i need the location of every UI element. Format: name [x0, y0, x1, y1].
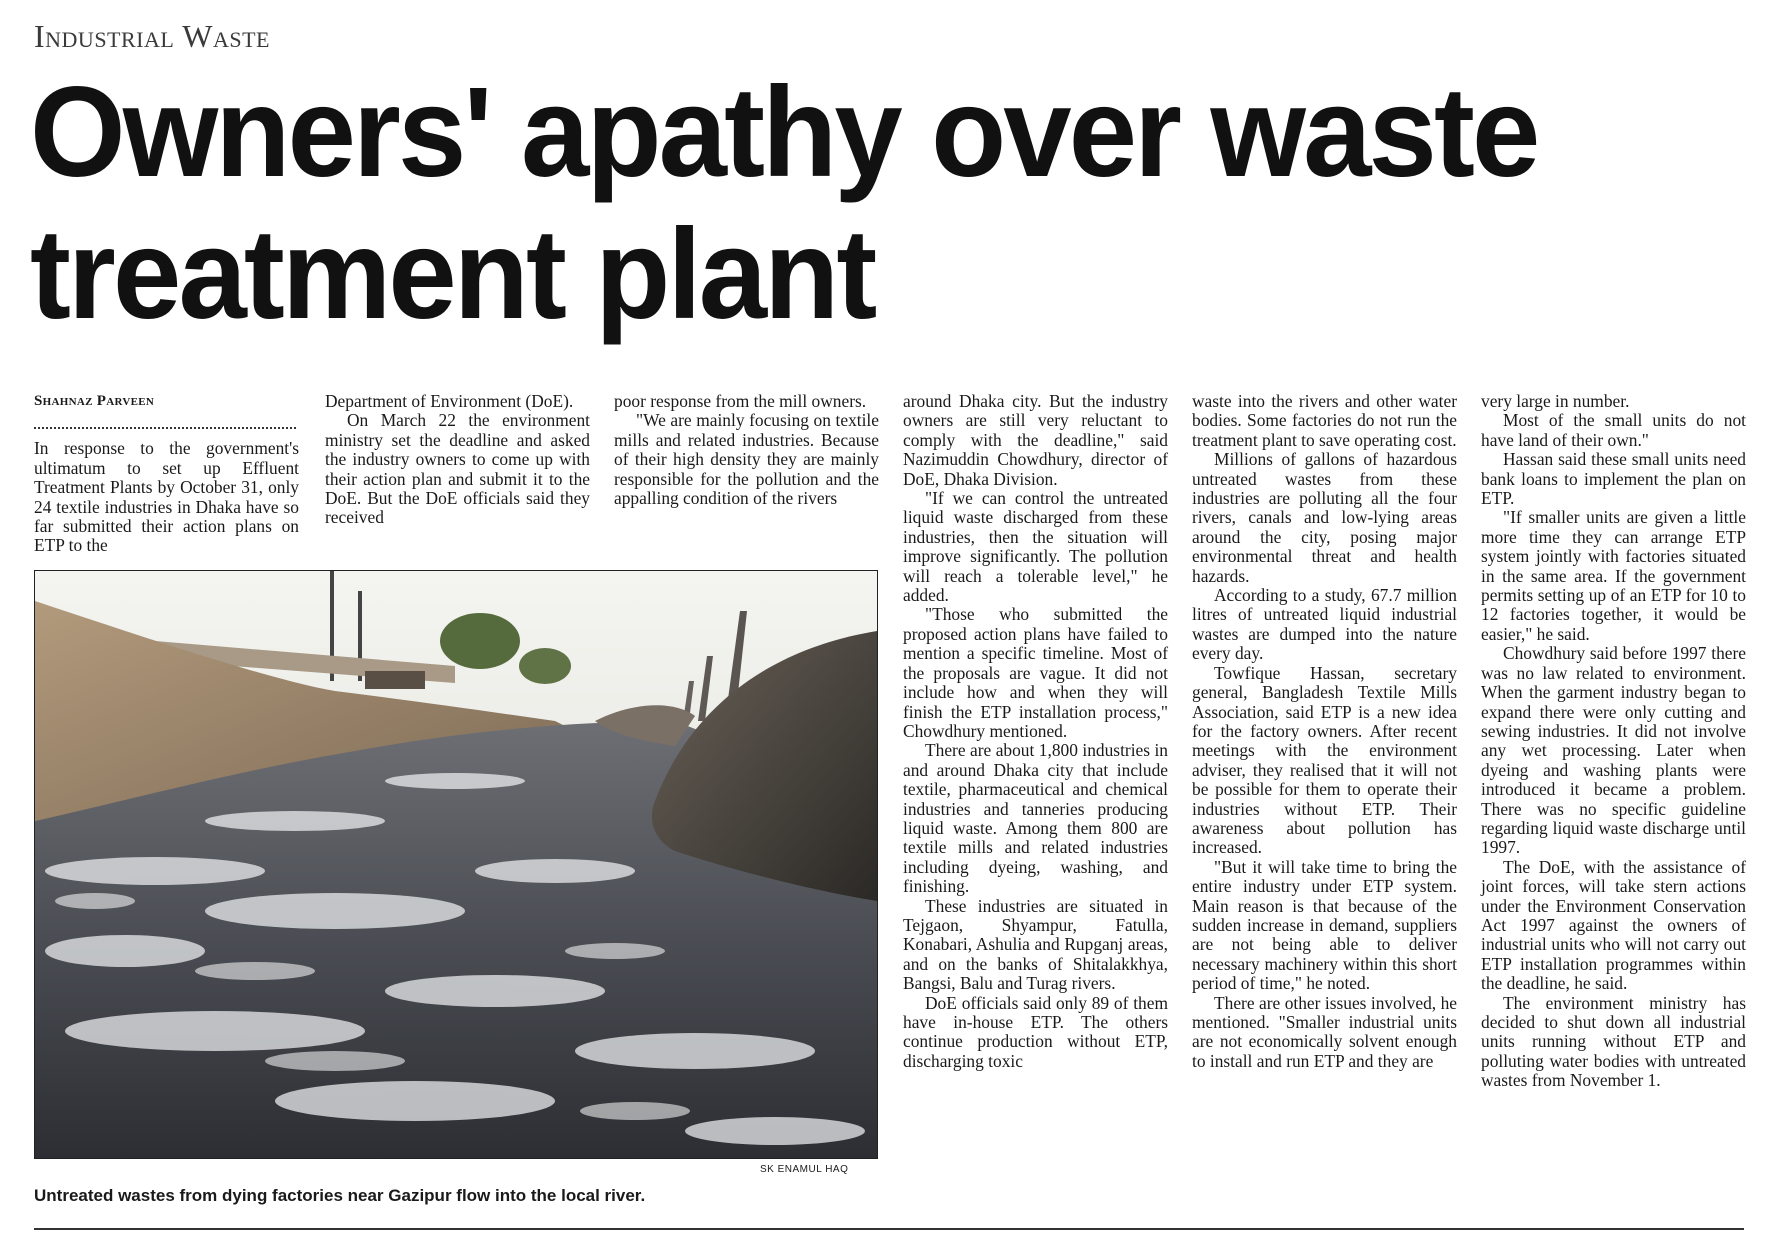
photo-caption: Untreated wastes from dying factories near Gazipur flow into the local river.: [34, 1186, 646, 1205]
paragraph: The DoE, with the assistance of joint forces, will take stern actions under the Environment Conservation Act 1997 against the owners of industrial units who will not carry out ETP installation programmes within the deadline, he said.: [1481, 856, 1746, 994]
paragraph: Chowdhury said before 1997 there was no law related to environment. When the garment industry began to expand there were only cutting and sewing industries. It did not involve any wet processing. Later when dyeing and washing plants were introduced it became a problem. There was no specific guideline regarding liquid waste discharge until 1997.: [1481, 643, 1746, 858]
paragraph: DoE officials said only 89 of them have in-house ETP. The others continue production without ETP, discharging toxic: [903, 992, 1168, 1071]
article-column-5: [1192, 392, 1457, 1071]
photo-credit: SK ENAMUL HAQ: [760, 1164, 849, 1175]
headline: Owners' apathy over waste treatment plant: [30, 61, 1538, 346]
paragraph: "But it will take time to bring the entire industry under ETP system. Main reason is that because of the sudden increase in demand, suppliers are not being able to deliver necessary machinery within this short period of time," he noted.: [1192, 856, 1457, 994]
paragraph: The environment ministry has decided to shut down all industrial units running without ETP and polluting water bodies with untreated wastes from November 1.: [1481, 992, 1746, 1091]
article-column-4: [903, 392, 1168, 1071]
paragraph: There are other issues involved, he mentioned. "Smaller industrial units are not economically solvent enough to install and run ETP and they are: [1192, 992, 1457, 1071]
bottom-rule: [34, 1228, 1744, 1230]
paragraph: In response to the government's ultimatum to set up Effluent Treatment Plants by October 31, only 24 textile industries in Dhaka have so far submitted their action plans on ETP to the: [34, 438, 299, 556]
paragraph: There are about 1,800 industries in and around Dhaka city that include textile, pharmaceutical and chemical industries and tanneries producing liquid waste. Among them 800 are textile mills and related industries including dyeing, washing, and finishing.: [903, 740, 1168, 897]
paragraph: On March 22 the environment ministry set the deadline and asked the industry owners to come up with their action plan and submit it to the DoE. But the DoE officials said they received: [325, 410, 590, 528]
paragraph: These industries are situated in Tejgaon, Shyampur, Fatulla, Konabari, Ashulia and Rupganj areas, and on the banks of Shitalakkhya, Bangsi, Balu and Turag rivers.: [903, 895, 1168, 994]
byline-divider: [34, 421, 296, 429]
paragraph: waste into the rivers and other water bodies. Some factories do not run the treatment plant to save operating cost.: [1192, 391, 1457, 450]
paragraph: Department of Environment (DoE).: [325, 391, 574, 411]
article-column-3: [614, 392, 879, 508]
news-photo: [34, 570, 878, 1159]
paragraph: Hassan said these small units need bank loans to implement the plan on ETP.: [1481, 449, 1746, 509]
paragraph: "If we can control the untreated liquid waste discharged from these industries, then the situation will improve significantly. The pollution will reach a tolerable level," he added.: [903, 488, 1168, 606]
paragraph: poor response from the mill owners.: [614, 391, 867, 411]
paragraph: "If smaller units are given a little more time they can arrange ETP system jointly with factories situated in the same area. If the government permits setting up of an ETP for 10 to 12 factories together, it would be easier," he said.: [1481, 507, 1746, 644]
paragraph: Towfique Hassan, secretary general, Bangladesh Textile Mills Association, said ETP is a new idea for the factory owners. After recent meetings with the environment adviser, they realised that it will not be possible for them to operate their industries without ETP. Their awareness about pollution has increased.: [1192, 662, 1457, 858]
paragraph: very large in number.: [1481, 391, 1630, 411]
paragraph: "Those who submitted the proposed action plans have failed to mention a specific timeline. Most of the proposals are vague. It did not include how and when they will finish the ETP installation process," Chowdhury mentioned.: [903, 604, 1168, 741]
paragraph: According to a study, 67.7 million litres of untreated liquid industrial wastes are dumped into the nature every day.: [1192, 585, 1457, 664]
byline: Shahnaz Parveen: [34, 393, 155, 409]
paragraph: Millions of gallons of hazardous untreated wastes from these industries are polluting all the four rivers, canals and low-lying areas around the city, posing major environmental threat and health hazards.: [1192, 449, 1457, 586]
article-column-6: [1481, 392, 1746, 1091]
article-column-1: [34, 392, 299, 556]
section-kicker: Industrial Waste: [34, 18, 270, 54]
paragraph: around Dhaka city. But the industry owners are still very reluctant to comply with the deadline," said Nazimuddin Chowdhury, director of DoE, Dhaka Division.: [903, 391, 1168, 489]
article-column-2: [325, 392, 590, 528]
paragraph: Most of the small units do not have land of their own.": [1481, 410, 1746, 450]
paragraph: "We are mainly focusing on textile mills and related industries. Because of their high density they are mainly responsible for the pollution and the appalling condition of the rivers: [614, 410, 879, 509]
polluted-river-illustration: [35, 571, 877, 1158]
